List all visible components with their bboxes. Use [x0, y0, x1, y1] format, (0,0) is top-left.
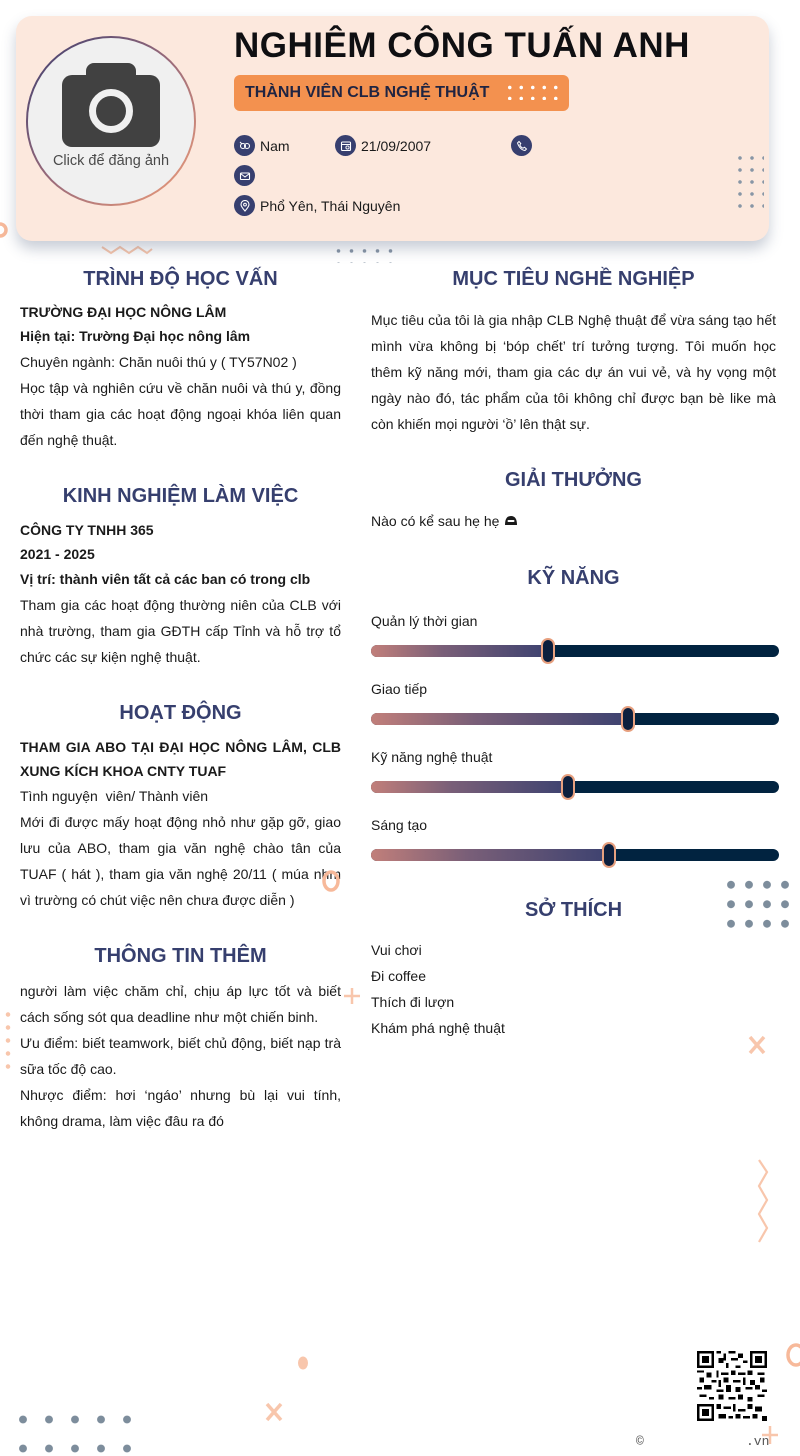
skill-slider-creativity[interactable]	[371, 849, 779, 861]
header-dots-decoration	[734, 152, 764, 210]
hobby-item: Thích đi lượn	[371, 994, 455, 1010]
additional-intro: người làm việc chăm chỉ, chịu áp lực tốt và biết cách sống sót qua deadline như một chiến binh.	[20, 983, 341, 1025]
education-school: TRƯỜNG ĐẠI HỌC NÔNG LÂM	[20, 304, 227, 320]
activities-section	[20, 700, 341, 920]
candidate-name: NGHIÊM CÔNG TUẤN ANH	[234, 26, 690, 65]
email-icon	[234, 165, 255, 186]
skill-slider-time-management[interactable]	[371, 645, 779, 657]
birthday-value: 21/09/2007	[361, 137, 432, 154]
decorative-zigzag-icon	[755, 1158, 771, 1250]
avatar-upload[interactable]	[26, 36, 196, 206]
activities-title: HOẠT ĐỘNG	[119, 702, 242, 724]
skill-label: Giao tiếp	[371, 681, 428, 697]
contact-phone[interactable]	[511, 135, 537, 156]
avatar-caption: Click để đăng ảnh	[52, 153, 170, 169]
contact-email[interactable]	[234, 165, 260, 186]
experience-period: 2021 - 2025	[20, 546, 95, 562]
awards-text: Nào có kể sau hẹ hẹ	[371, 513, 500, 529]
skill-label: Sáng tạo	[371, 817, 428, 833]
education-current: Hiện tại: Trường Đại học nông lâm	[20, 328, 251, 344]
additional-info-title: THÔNG TIN THÊM	[94, 945, 267, 967]
slider-handle[interactable]	[621, 706, 635, 732]
hobbies-title: SỞ THÍCH	[524, 899, 623, 921]
address-value: Phổ Yên, Thái Nguyên	[260, 197, 401, 214]
decorative-dot-icon	[296, 1355, 310, 1371]
experience-description: Tham gia các hoạt động thường niên của CLB với nhà trường, tham gia GĐTH cấp Tỉnh và hỗ trợ tổ chức các sự kiện nghệ thuật.	[20, 597, 341, 665]
decorative-x-icon	[263, 1400, 285, 1424]
education-description: Học tập và nghiên cứu về chăn nuôi và thú y, đồng thời tham gia các hoạt động ngoại khóa liên quan đến nghệ thuật.	[20, 380, 341, 448]
education-section	[20, 266, 341, 456]
skill-label: Kỹ năng nghệ thuật	[371, 749, 493, 765]
experience-title: KINH NGHIỆM LÀM VIỆC	[62, 485, 299, 507]
awards-title: GIẢI THƯỞNG	[505, 469, 642, 491]
experience-company: CÔNG TY TNHH 365	[20, 522, 154, 538]
skill-slider-communication[interactable]	[371, 713, 779, 725]
contact-address	[234, 195, 400, 216]
footer-copyright: ©	[636, 1434, 644, 1449]
education-major: Chuyên ngành: Chăn nuôi thú y ( TY57N02 )	[20, 354, 297, 370]
role-title: THÀNH VIÊN CLB NGHỆ THUẬT	[245, 84, 490, 101]
activities-role: Tình nguyện viên/ Thành viên	[20, 788, 209, 804]
slider-handle[interactable]	[561, 774, 575, 800]
calendar-icon	[335, 135, 356, 156]
hobby-item: Đi coffee	[371, 968, 426, 984]
decorative-ring-icon	[780, 1340, 800, 1370]
decorative-ring-icon	[320, 868, 342, 894]
badge-dots-decoration	[504, 82, 560, 100]
hobby-item: Vui chơi	[371, 942, 422, 958]
activities-organization: THAM GIA ABO TẠI ĐẠI HỌC NÔNG LÂM, CLB XUNG KÍCH KHOA CNTY TUAF	[20, 739, 341, 779]
decorative-zigzag-icon	[100, 244, 154, 256]
skills-section	[371, 565, 776, 875]
experience-position: Vị trí: thành viên tất cả các ban có trong clb	[20, 571, 311, 587]
emoji-icon	[504, 515, 518, 527]
decorative-ring-icon	[0, 220, 12, 240]
decorative-dots	[10, 1405, 135, 1455]
additional-weaknesses: Nhược điểm: hơi ‘ngáo’ nhưng bù lại vui tính, không drama, làm việc đâu ra đó	[20, 1087, 341, 1129]
decorative-vertical-dots	[4, 1008, 12, 1074]
decorative-x-icon	[746, 1033, 768, 1057]
decorative-plus-icon	[342, 986, 362, 1006]
hobbies-section	[371, 897, 776, 1047]
phone-icon	[511, 135, 532, 156]
awards-section	[371, 467, 776, 537]
objective-section	[371, 266, 776, 446]
activities-description: Mới đi được mấy hoạt động nhỏ như gặp gỡ, giao lưu của ABO, tham gia văn nghệ chào tân của TUAF ( hát ), tham gia văn nghệ 20/11 ( múa nhm vì trường có chút việc nên chưa được diễn )	[20, 814, 341, 908]
slider-handle[interactable]	[602, 842, 616, 868]
gender-icon	[234, 135, 255, 156]
gender-value: Nam	[260, 137, 290, 154]
objective-title: MỤC TIÊU NGHỀ NGHIỆP	[452, 268, 695, 290]
slider-handle[interactable]	[541, 638, 555, 664]
additional-info-section	[20, 943, 341, 1143]
hobby-item: Khám phá nghệ thuật	[371, 1020, 505, 1036]
decorative-dots	[722, 875, 790, 931]
additional-strengths: Ưu điểm: biết teamwork, biết chủ động, biết nạp trà sữa tốc độ cao.	[20, 1035, 341, 1077]
skill-slider-art-skills[interactable]	[371, 781, 779, 793]
camera-icon	[62, 63, 160, 147]
education-title: TRÌNH ĐỘ HỌC VẤN	[83, 268, 278, 290]
objective-text: Mục tiêu của tôi là gia nhập CLB Nghệ thuật để vừa sáng tạo hết mình vừa không bị ‘bóp chết’ trí tưởng tượng. Tôi muốn học thêm kỹ năng mới, tham gia các dự án vui vẻ, và hy vọng một ngày nào đó, tác phẩm của tôi không chỉ được bạn bè like mà còn khiến mọi người ‘ồ’ lên thật sự.	[371, 312, 776, 432]
contact-birthday	[335, 135, 431, 156]
awards-text-row	[371, 508, 776, 534]
skill-label: Quản lý thời gian	[371, 613, 478, 629]
footer-domain[interactable]: .vn	[746, 1434, 770, 1449]
experience-section	[20, 483, 341, 673]
location-pin-icon	[234, 195, 255, 216]
skills-title: KỸ NĂNG	[527, 567, 620, 589]
contact-gender	[234, 135, 290, 156]
role-badge	[234, 75, 569, 111]
qr-code[interactable]	[697, 1351, 767, 1421]
